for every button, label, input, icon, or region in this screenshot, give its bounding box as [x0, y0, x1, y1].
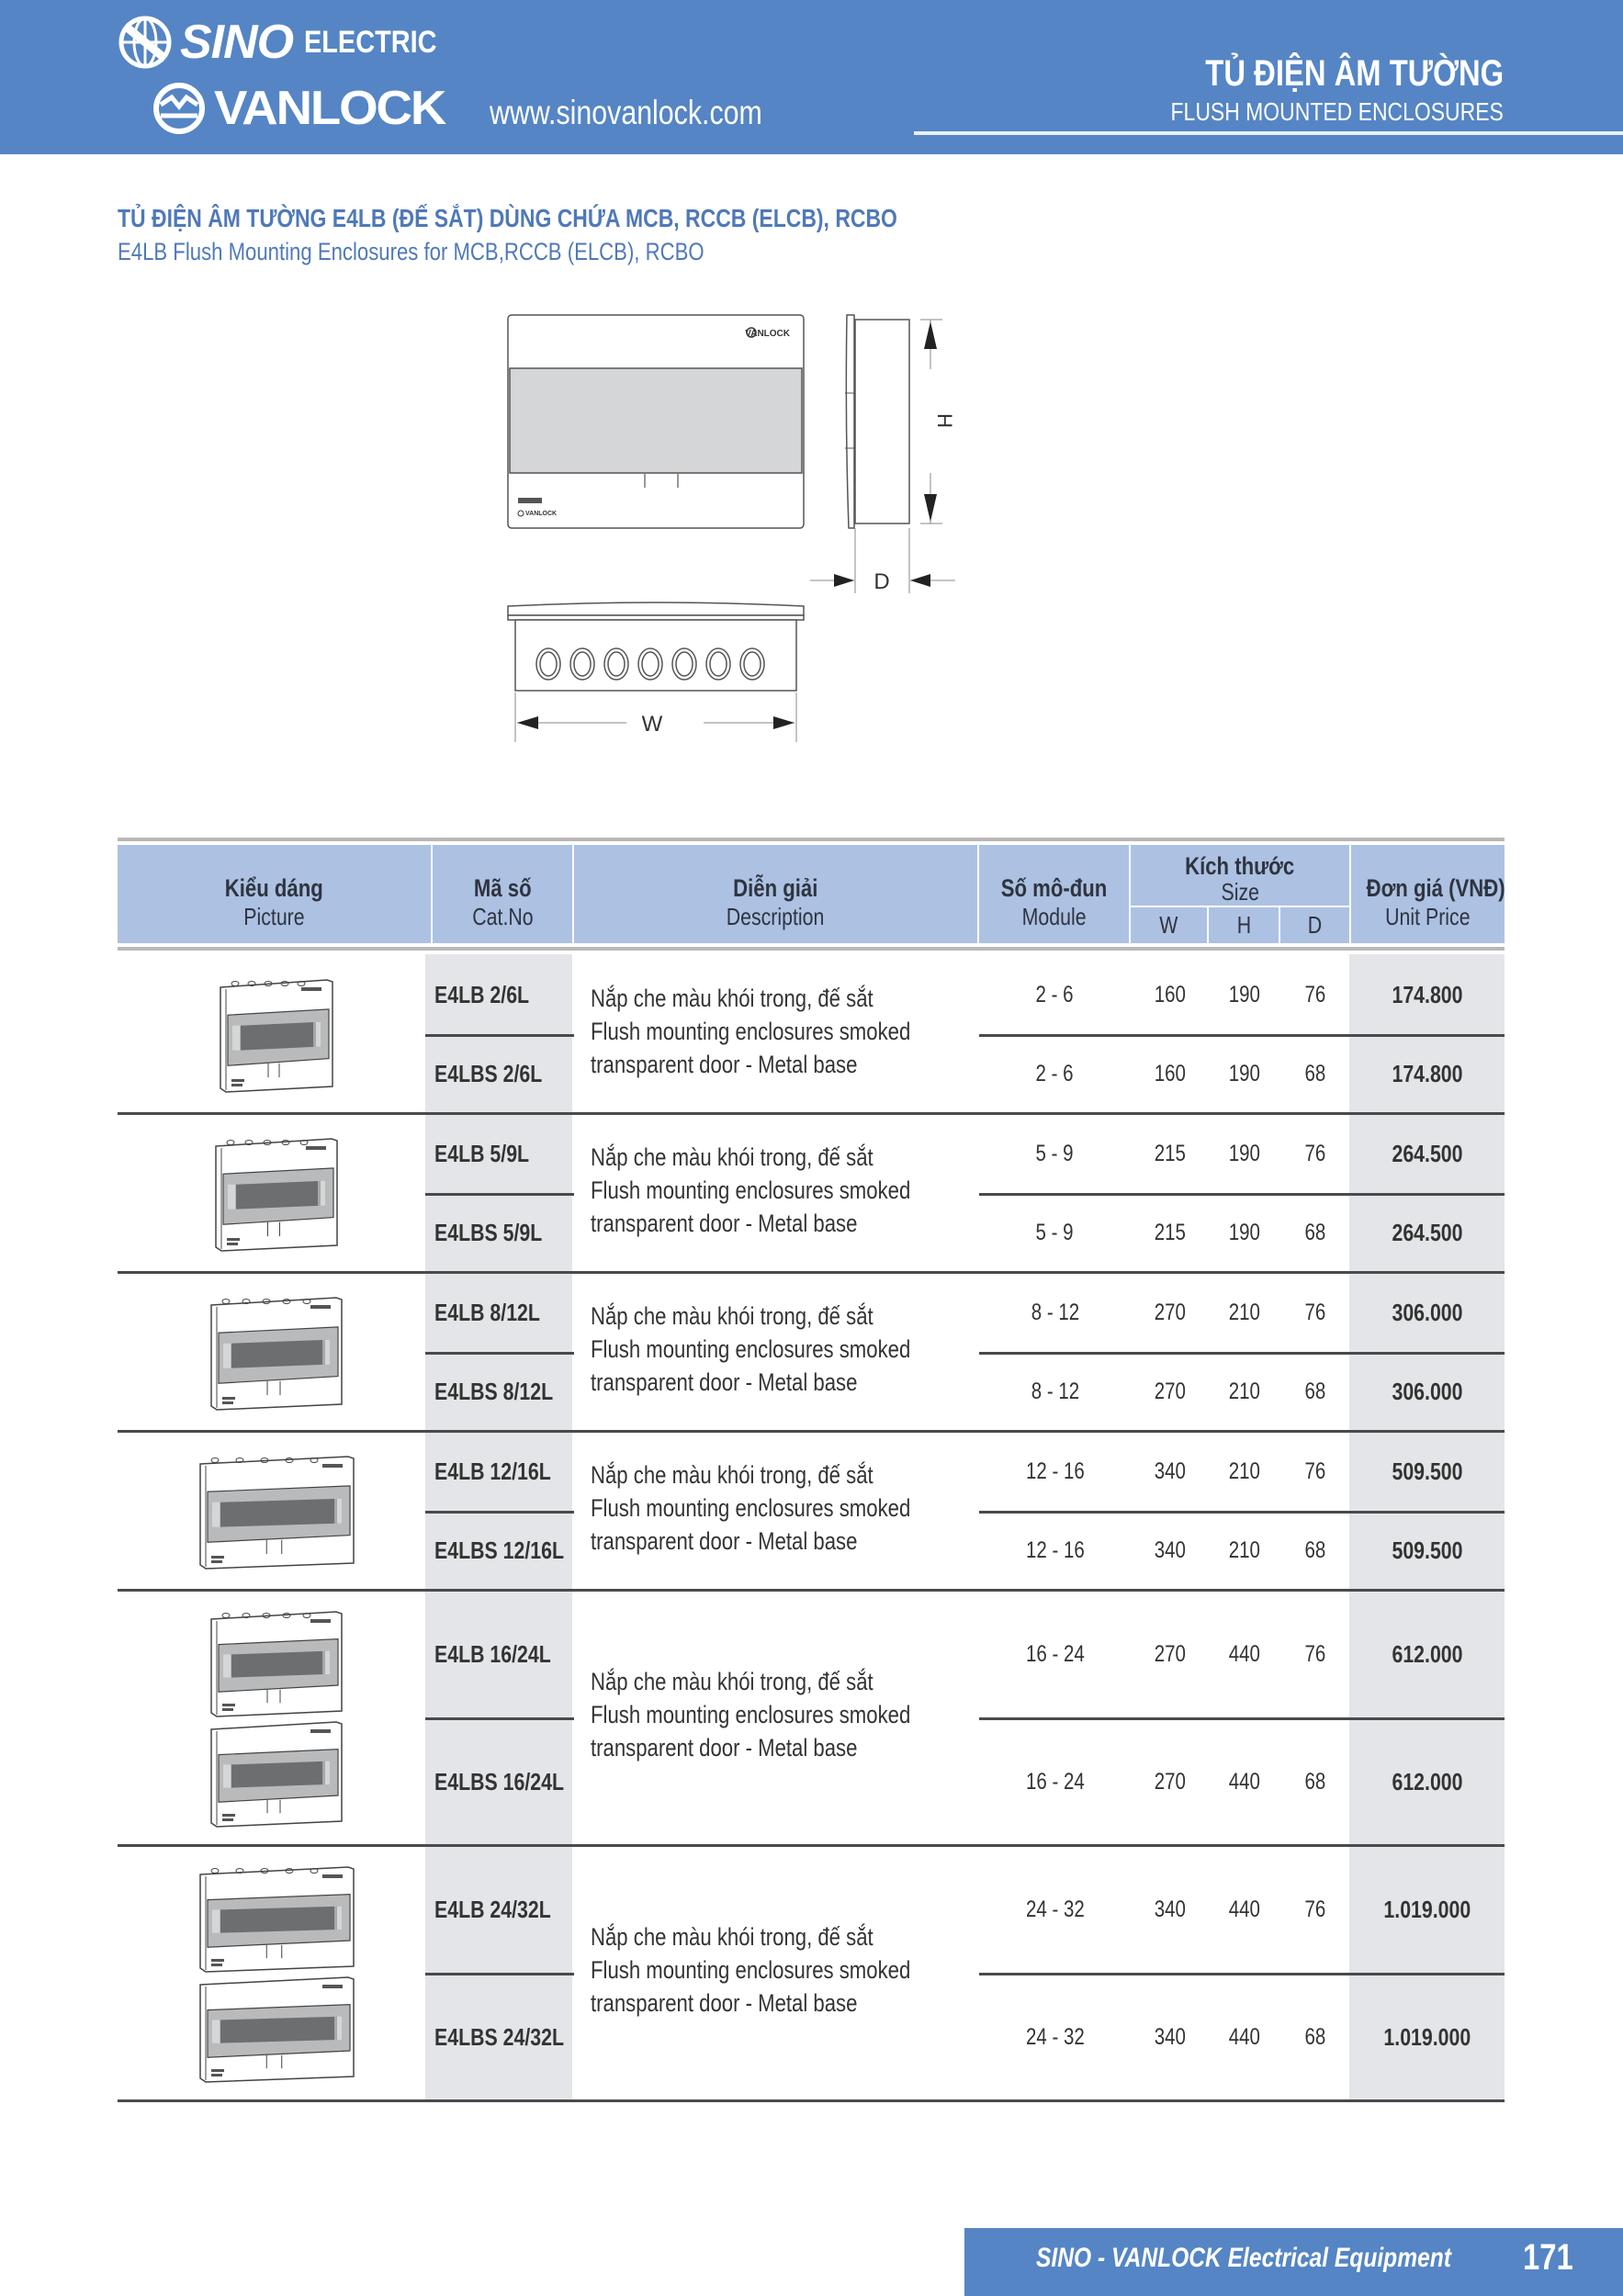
- unit-price-cell: 612.000: [1391, 1640, 1463, 1668]
- table-row: [118, 1353, 1505, 1433]
- width-cell: 215: [1154, 1140, 1186, 1166]
- front-small-logo-text: VANLOCK: [525, 511, 558, 517]
- header-module: Số mô-đun Module: [979, 845, 1129, 943]
- description-line: Nắp che màu khói trong, đế sắt: [591, 1460, 873, 1489]
- module-cell: 2 - 6: [1035, 1061, 1075, 1087]
- header-description: Diễn giải Description: [574, 845, 977, 943]
- header-unit-price: Đơn giá (VNĐ) Unit Price: [1351, 845, 1505, 943]
- module-cell: 24 - 32: [1025, 2024, 1085, 2050]
- description-line: Flush mounting enclosures smoked: [591, 1334, 911, 1363]
- depth-cell: 68: [1304, 2024, 1325, 2050]
- header-cat-no: Mã số Cat.No: [433, 845, 572, 943]
- vanlock-emblem-icon: [152, 81, 207, 136]
- depth-cell: 68: [1304, 1379, 1325, 1405]
- depth-cell: 76: [1304, 1299, 1325, 1325]
- product-group: [118, 1591, 1505, 1846]
- unit-price-cell: 509.500: [1391, 1536, 1463, 1565]
- width-cell: 160: [1154, 981, 1186, 1007]
- height-cell: 190: [1228, 981, 1261, 1007]
- description-line: Nắp che màu khói trong, đế sắt: [591, 1923, 873, 1951]
- unit-price-cell: 1.019.000: [1383, 2023, 1471, 2051]
- description-line: Flush mounting enclosures smoked: [591, 1701, 911, 1728]
- cat-no-cell: E4LB 5/9L: [434, 1139, 530, 1167]
- width-cell: 270: [1154, 1299, 1186, 1325]
- cat-no-cell: E4LBS 12/16L: [434, 1536, 565, 1565]
- cat-no-cell: E4LBS 16/24L: [434, 1768, 565, 1795]
- description-line: Nắp che màu khói trong, đế sắt: [591, 1668, 873, 1695]
- height-cell: 440: [1228, 2024, 1261, 2050]
- width-cell: 215: [1154, 1220, 1186, 1246]
- row-divider: [979, 1511, 1505, 1514]
- description-line: transparent door - Metal base: [591, 1367, 858, 1396]
- table-row: [118, 1846, 1505, 1974]
- cat-no-cell: E4LBS 24/32L: [434, 2023, 565, 2051]
- description-line: transparent door - Metal base: [591, 1734, 858, 1761]
- description-line: Nắp che màu khói trong, đế sắt: [591, 1301, 873, 1330]
- top-banner: [0, 0, 1623, 154]
- footer-text: SINO - VANLOCK Electrical Equipment: [1036, 2243, 1451, 2273]
- height-cell: 210: [1228, 1379, 1261, 1405]
- section-subtitle: E4LB Flush Mounting Enclosures for MCB,RCCB (ELCB), RCBO: [118, 238, 704, 265]
- cat-no-cell: E4LB 12/16L: [434, 1457, 551, 1485]
- height-cell: 190: [1228, 1140, 1261, 1166]
- product-group: [118, 1432, 1505, 1591]
- width-cell: 270: [1154, 1769, 1186, 1795]
- row-divider: [979, 1193, 1505, 1196]
- unit-price-cell: 306.000: [1391, 1378, 1463, 1406]
- table-row: [118, 955, 1505, 1035]
- cat-no-cell: E4LBS 5/9L: [434, 1219, 543, 1247]
- description-line: transparent door - Metal base: [591, 1989, 858, 2017]
- front-view: [508, 315, 804, 528]
- header-size-d: D: [1280, 907, 1349, 943]
- module-cell: 8 - 12: [1031, 1379, 1079, 1405]
- height-cell: 210: [1228, 1458, 1261, 1484]
- header-bottom-rule: [118, 947, 1505, 951]
- sino-brand-text: SINO: [180, 16, 294, 69]
- module-cell: 5 - 9: [1035, 1220, 1075, 1246]
- table-row: [118, 1273, 1505, 1353]
- table-row: [118, 1035, 1505, 1115]
- height-cell: 440: [1228, 1769, 1261, 1795]
- cat-no-cell: E4LBS 2/6L: [434, 1060, 543, 1088]
- depth-cell: 76: [1304, 1896, 1325, 1922]
- depth-cell: 68: [1304, 1061, 1325, 1087]
- section-title: TỦ ĐIỆN ÂM TƯỜNG E4LB (ĐẾ SẮT) DÙNG CHỨA MCB, RCCB (ELCB), RCBO: [118, 204, 897, 232]
- height-cell: 210: [1228, 1537, 1261, 1564]
- table-row: [118, 1974, 1505, 2101]
- depth-cell: 76: [1304, 1140, 1325, 1166]
- globe-icon: [118, 15, 173, 70]
- table-row: [118, 1718, 1505, 1846]
- width-cell: 340: [1154, 1896, 1186, 1922]
- cat-no-cell: E4LBS 8/12L: [434, 1378, 554, 1406]
- dimension-drawing: [487, 303, 1130, 744]
- product-group: [118, 1846, 1505, 2101]
- cat-no-cell: E4LB 2/6L: [434, 980, 530, 1008]
- product-group: [118, 1273, 1505, 1432]
- vanlock-brand-text: VANLOCK: [214, 82, 445, 135]
- row-divider: [425, 1193, 574, 1196]
- module-cell: 2 - 6: [1035, 981, 1075, 1007]
- unit-price-cell: 174.800: [1391, 980, 1463, 1008]
- description-line: Flush mounting enclosures smoked: [591, 1956, 911, 1984]
- width-label: W: [641, 712, 663, 737]
- module-cell: 12 - 16: [1025, 1458, 1085, 1484]
- depth-cell: 76: [1304, 1641, 1325, 1667]
- row-divider: [979, 1973, 1505, 1975]
- row-divider: [425, 1511, 574, 1514]
- table-row: [118, 1432, 1505, 1512]
- unit-price-cell: 264.500: [1391, 1139, 1463, 1167]
- width-cell: 340: [1154, 2024, 1186, 2050]
- front-logo-text: VANLOCK: [745, 329, 790, 339]
- height-label: H: [933, 413, 956, 428]
- table-row: [118, 1194, 1505, 1274]
- description-line: Flush mounting enclosures smoked: [591, 1017, 911, 1045]
- cat-no-cell: E4LB 24/32L: [434, 1896, 551, 1923]
- unit-price-cell: 264.500: [1391, 1219, 1463, 1247]
- module-cell: 16 - 24: [1025, 1641, 1085, 1667]
- width-cell: 340: [1154, 1537, 1186, 1564]
- depth-label: D: [873, 569, 890, 594]
- module-cell: 8 - 12: [1031, 1299, 1079, 1325]
- height-cell: 190: [1228, 1061, 1261, 1087]
- header-size-h: H: [1209, 907, 1279, 943]
- description-line: transparent door - Metal base: [591, 1050, 858, 1078]
- row-divider: [425, 1034, 574, 1037]
- row-divider: [979, 1352, 1505, 1355]
- header-picture: Kiểu dáng Picture: [118, 845, 431, 943]
- banner-divider: [914, 131, 1623, 135]
- cat-no-cell: E4LB 16/24L: [434, 1640, 551, 1668]
- page-category-subtitle: FLUSH MOUNTED ENCLOSURES: [1170, 97, 1504, 126]
- height-cell: 440: [1228, 1896, 1261, 1922]
- module-cell: 16 - 24: [1025, 1769, 1085, 1795]
- row-divider: [425, 1973, 574, 1975]
- footer-band: [964, 2228, 1623, 2296]
- description-line: transparent door - Metal base: [591, 1526, 858, 1555]
- height-cell: 210: [1228, 1299, 1261, 1325]
- website-link[interactable]: www.sinovanlock.com: [490, 94, 762, 131]
- table-row: [118, 1114, 1505, 1194]
- unit-price-cell: 509.500: [1391, 1457, 1463, 1485]
- table-top-rule: [118, 838, 1505, 841]
- height-cell: 190: [1228, 1220, 1261, 1246]
- page-number: 171: [1523, 2237, 1573, 2278]
- cat-no-cell: E4LB 8/12L: [434, 1298, 540, 1326]
- sino-electric-logo: [118, 15, 460, 70]
- depth-cell: 68: [1304, 1220, 1325, 1246]
- row-divider: [979, 1034, 1505, 1037]
- vanlock-logo: [152, 81, 445, 136]
- table-row: [118, 1512, 1505, 1592]
- table-row: [118, 1591, 1505, 1718]
- unit-price-cell: 1.019.000: [1383, 1896, 1471, 1923]
- description-line: Flush mounting enclosures smoked: [591, 1493, 911, 1522]
- depth-cell: 76: [1304, 981, 1325, 1007]
- module-cell: 24 - 32: [1025, 1896, 1085, 1922]
- product-group: [118, 1114, 1505, 1273]
- description-line: Flush mounting enclosures smoked: [591, 1176, 911, 1204]
- description-line: transparent door - Metal base: [591, 1209, 858, 1237]
- description-line: Nắp che màu khói trong, đế sắt: [591, 984, 873, 1012]
- row-divider: [425, 1717, 574, 1720]
- side-view: [810, 315, 956, 594]
- unit-price-cell: 174.800: [1391, 1060, 1463, 1088]
- row-divider: [979, 1717, 1505, 1720]
- unit-price-cell: 306.000: [1391, 1298, 1463, 1326]
- page-category-title: TỦ ĐIỆN ÂM TƯỜNG: [1205, 53, 1504, 94]
- module-cell: 12 - 16: [1025, 1537, 1085, 1564]
- width-cell: 270: [1154, 1641, 1186, 1667]
- module-cell: 5 - 9: [1035, 1140, 1075, 1166]
- description-line: Nắp che màu khói trong, đế sắt: [591, 1142, 873, 1171]
- bottom-view: [508, 602, 804, 742]
- header-size-w: W: [1131, 907, 1207, 943]
- height-cell: 440: [1228, 1641, 1261, 1667]
- product-table: [118, 838, 1505, 2105]
- depth-cell: 68: [1304, 1769, 1325, 1795]
- header-size: Kích thước Size: [1131, 845, 1349, 906]
- group-divider: [118, 2099, 1505, 2102]
- depth-cell: 68: [1304, 1537, 1325, 1564]
- width-cell: 160: [1154, 1061, 1186, 1087]
- product-group: [118, 955, 1505, 1114]
- electric-text: ELECTRIC: [304, 24, 437, 60]
- unit-price-cell: 612.000: [1391, 1768, 1463, 1795]
- row-divider: [425, 1352, 574, 1355]
- depth-cell: 76: [1304, 1458, 1325, 1484]
- width-cell: 270: [1154, 1379, 1186, 1405]
- width-cell: 340: [1154, 1458, 1186, 1484]
